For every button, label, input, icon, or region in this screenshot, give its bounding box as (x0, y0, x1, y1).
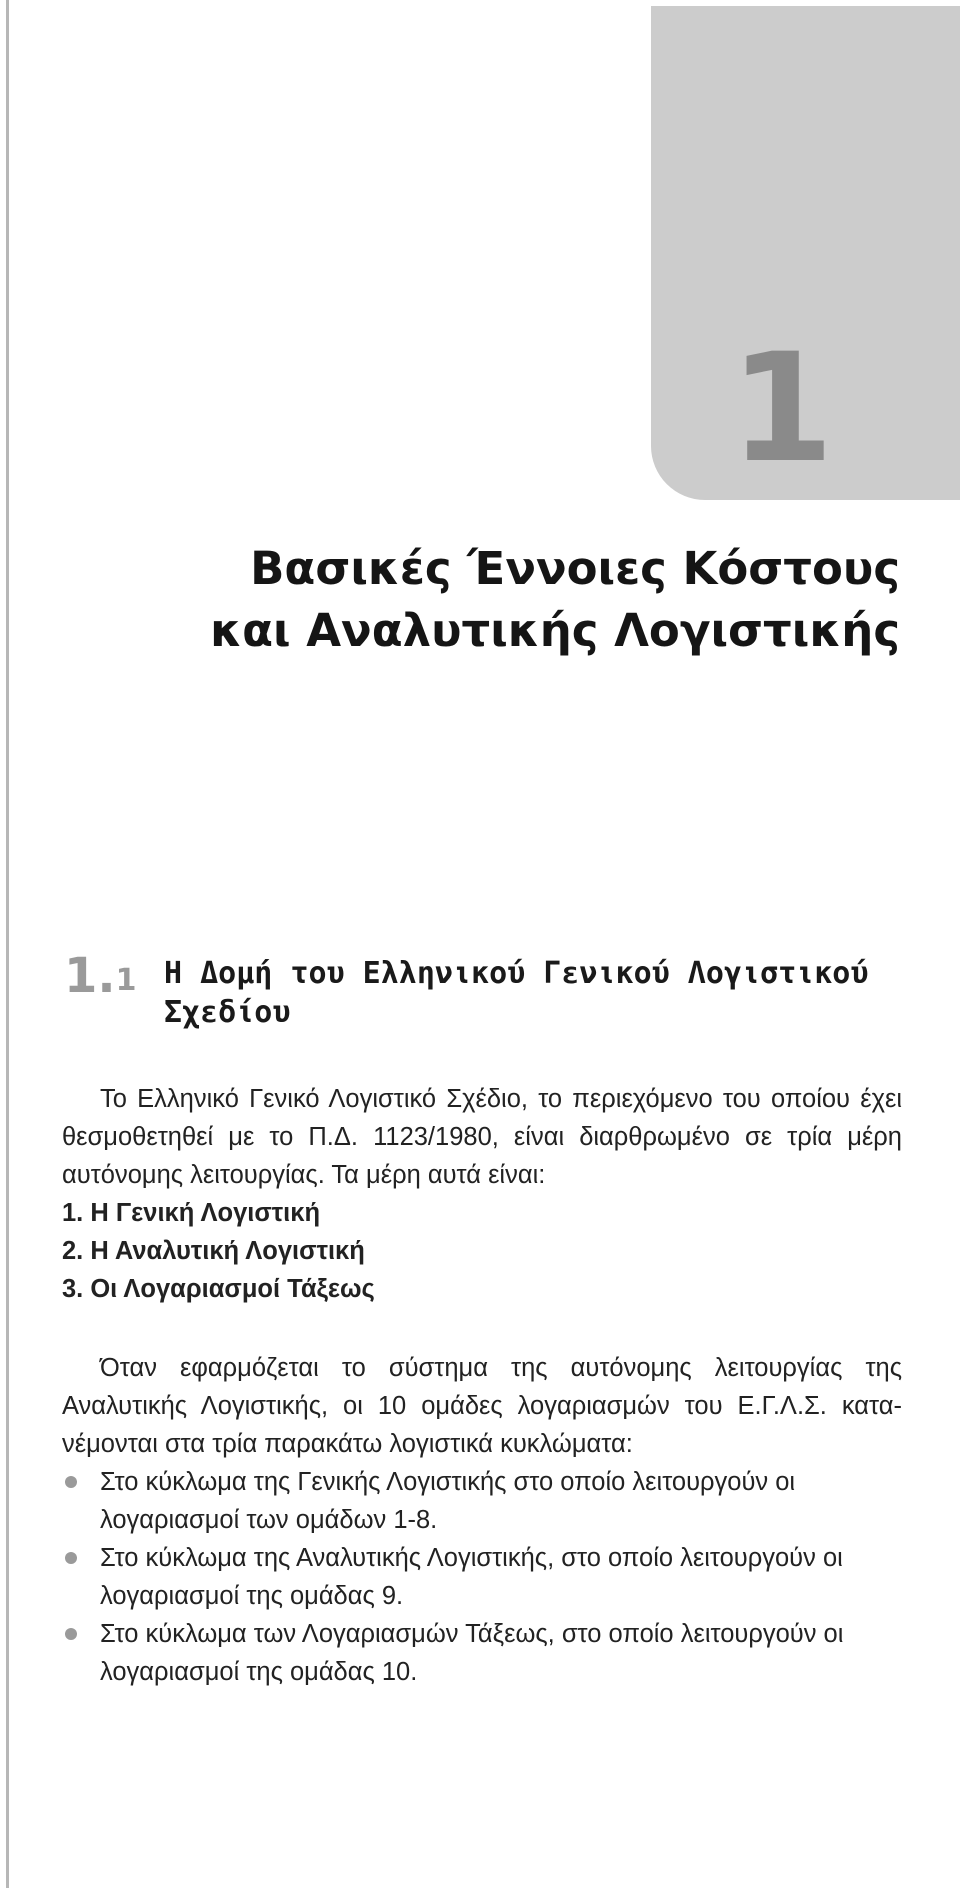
section-title: Η Δομή του Ελληνικού Γενικού Λογιστικού Σχεδίου (164, 956, 869, 1030)
section-number (64, 948, 137, 1004)
circuits-paragraph: Όταν εφαρμόζεται το σύστημα της αυτόνομης λειτουργίας της Αναλυτικής Λογιστικής, οι 10 ομάδες λογαριασμών του Ε.Γ.Λ.Σ. κατα-νέμονται στα τρία παρακάτω λογιστικά κυκλώματα: (62, 1354, 902, 1458)
bullet-dot-icon (65, 1552, 77, 1564)
section-number-main: 1. (64, 948, 116, 1004)
section-number-sub: 1 (115, 963, 137, 998)
circuits-list (62, 1463, 902, 1691)
bullet-dot-icon (65, 1628, 77, 1640)
list-item (62, 1615, 902, 1691)
list-item (62, 1539, 902, 1615)
intro-paragraph: Το Ελληνικό Γενικό Λογιστικό Σχέδιο, το περιεχόμενο του οποίου έχει θεσμοθετηθεί με το Π.Δ. 1123/1980, είναι διαρθρωμένο σε τρία μέρη αυτόνομης λειτουργίας. Τα μέρη αυτά είναι: (62, 1085, 902, 1189)
list-item: 2. Η Αναλυτική Λογιστική (62, 1237, 365, 1265)
list-item-text: Στο κύκλωμα της Αναλυτικής Λογιστικής, στο οποίο λειτουργούν οι λογαριασμοί της ομάδας 9. (100, 1544, 843, 1610)
bullet-dot-icon (65, 1476, 77, 1488)
chapter-title (120, 538, 900, 662)
chapter-title-line-1: Βασικές Έννοιες Κόστους (250, 542, 900, 595)
intro-block (62, 1080, 902, 1308)
list-item-text: Στο κύκλωμα της Γενικής Λογιστικής στο οποίο λειτουργούν οι λογαριασμοί των ομάδων 1-8. (100, 1468, 796, 1534)
list-item (62, 1463, 902, 1539)
list-item: 3. Οι Λογαριασμοί Τάξεως (62, 1275, 375, 1303)
parts-list (62, 1194, 902, 1308)
left-margin-rule (6, 0, 9, 1888)
list-item: 1. Η Γενική Λογιστική (62, 1199, 321, 1227)
list-item-text: Στο κύκλωμα των Λογαριασμών Τάξεως, στο οποίο λειτουργούν οι λογαριασμοί της ομάδας 10. (100, 1620, 844, 1686)
chapter-number: 1 (729, 322, 834, 496)
chapter-title-line-2: και Αναλυτικής Λογιστικής (210, 604, 900, 657)
circuits-block (62, 1349, 902, 1691)
chapter-tab (651, 6, 960, 500)
